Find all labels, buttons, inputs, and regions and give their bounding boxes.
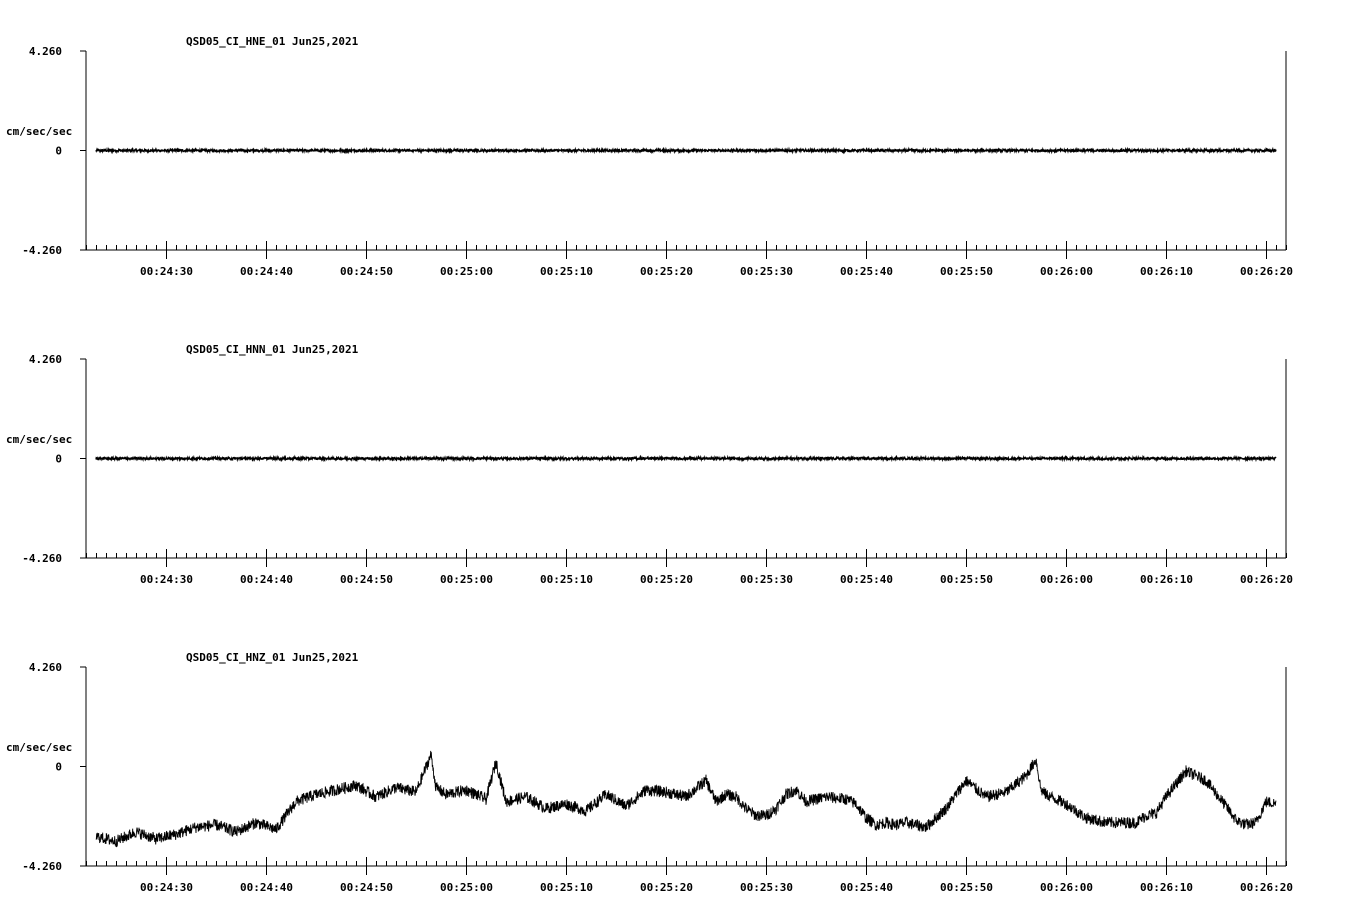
x-tick-label: 00:26:00 — [1040, 573, 1093, 586]
x-tick-label: 00:24:50 — [340, 573, 393, 586]
y-tick-label: 4.260 — [28, 353, 62, 366]
x-tick-label: 00:25:20 — [640, 881, 693, 894]
x-tick-label: 00:24:30 — [140, 881, 193, 894]
x-tick-label: 00:24:30 — [140, 265, 193, 278]
x-tick-label: 00:26:10 — [1140, 573, 1193, 586]
x-tick-label: 00:25:30 — [740, 573, 793, 586]
x-tick-label: 00:25:40 — [840, 265, 893, 278]
chart-title: QSD05_CI_HNN_01 Jun25,2021 — [186, 343, 359, 356]
x-tick-label: 00:25:40 — [840, 573, 893, 586]
y-tick-label: -4.260 — [22, 244, 62, 257]
x-tick-label: 00:26:10 — [1140, 265, 1193, 278]
y-tick-label: 4.260 — [28, 661, 62, 674]
x-tick-label: 00:25:20 — [640, 265, 693, 278]
y-axis-label: cm/sec/sec — [6, 125, 73, 138]
x-tick-label: 00:25:50 — [940, 881, 993, 894]
x-tick-label: 00:26:10 — [1140, 881, 1193, 894]
x-tick-label: 00:24:30 — [140, 573, 193, 586]
x-tick-label: 00:24:50 — [340, 881, 393, 894]
x-tick-label: 00:25:30 — [740, 881, 793, 894]
x-tick-label: 00:25:00 — [440, 573, 493, 586]
y-tick-label: 0 — [55, 760, 62, 774]
x-tick-label: 00:25:50 — [940, 573, 993, 586]
x-tick-label: 00:25:10 — [540, 881, 593, 894]
y-tick-label: 4.260 — [28, 45, 62, 58]
y-tick-label: -4.260 — [22, 552, 62, 565]
x-tick-label: 00:26:00 — [1040, 265, 1093, 278]
x-tick-label: 00:26:20 — [1240, 573, 1293, 586]
x-tick-label: 00:25:00 — [440, 265, 493, 278]
y-tick-label: 0 — [55, 452, 62, 466]
x-tick-label: 00:26:00 — [1040, 881, 1093, 894]
x-tick-label: 00:25:10 — [540, 265, 593, 278]
trace-line — [96, 457, 1276, 459]
x-tick-label: 00:24:40 — [240, 881, 293, 894]
x-tick-label: 00:25:50 — [940, 265, 993, 278]
x-tick-label: 00:25:30 — [740, 265, 793, 278]
y-tick-label: 0 — [55, 144, 62, 158]
trace-line — [96, 751, 1276, 847]
x-tick-label: 00:24:40 — [240, 265, 293, 278]
y-axis-label: cm/sec/sec — [6, 741, 73, 754]
x-tick-label: 00:26:20 — [1240, 265, 1293, 278]
x-tick-label: 00:25:40 — [840, 881, 893, 894]
chart-title: QSD05_CI_HNE_01 Jun25,2021 — [186, 35, 359, 48]
x-tick-label: 00:24:40 — [240, 573, 293, 586]
x-tick-label: 00:25:10 — [540, 573, 593, 586]
y-axis-label: cm/sec/sec — [6, 433, 73, 446]
trace-line — [96, 149, 1276, 151]
x-tick-label: 00:25:20 — [640, 573, 693, 586]
chart-title: QSD05_CI_HNZ_01 Jun25,2021 — [186, 651, 359, 664]
x-tick-label: 00:24:50 — [340, 265, 393, 278]
x-tick-label: 00:26:20 — [1240, 881, 1293, 894]
x-tick-label: 00:25:00 — [440, 881, 493, 894]
y-tick-label: -4.260 — [22, 860, 62, 873]
